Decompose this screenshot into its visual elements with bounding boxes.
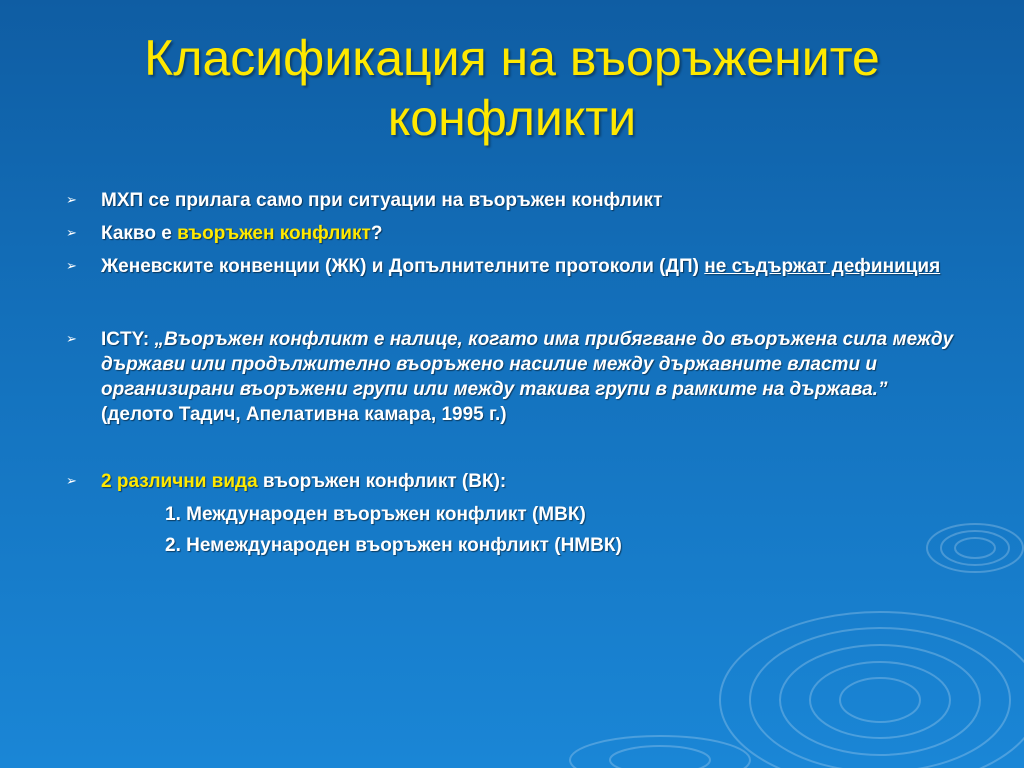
underlined-no-definition: не съдържат дефиниция (704, 256, 941, 277)
arrow-right-icon: ➢ (66, 332, 77, 347)
arrow-right-icon: ➢ (66, 474, 77, 489)
highlight-armed-conflict: въоръжен конфликт (177, 223, 371, 244)
highlight-two-types: 2 различни вида (101, 471, 258, 492)
bullet-1: ➢ МХП се прилага само при ситуации на въоръжен конфликт (66, 190, 663, 211)
arrow-right-icon: ➢ (66, 193, 77, 208)
title-line-2: конфликти (387, 90, 637, 146)
icty-quote: „Въоръжен конфликт е налице, когато има прибягване до въоръжена сила между държави или продължително въоръжено насилие между държавните власти и организирани въоръжени групи или между такива групи в рамките на държава.” (101, 329, 954, 400)
bullet-4-icty: ➢ ICTY: „Въоръжен конфликт е налице, когато има прибягване до въоръжена сила между държави или продължително въоръжено насилие между държавните власти и организирани въоръжени групи или между такива групи в рамките на държава.” (делото Тадич, Апелативна камара, 1995 г.) (66, 329, 954, 425)
arrow-right-icon: ➢ (66, 259, 77, 274)
subitem-international: 1. Международен въоръжен конфликт (МВК) (165, 504, 586, 525)
bullet-5: ➢ 2 различни вида въоръжен конфликт (ВК): (66, 471, 507, 492)
slide-content (64, 188, 964, 562)
bullet-3: ➢ Женевските конвенции (ЖК) и Допълнителните протоколи (ДП) не съдържат дефиниция (66, 256, 941, 277)
title-line-1: Класификация на въоръжените (144, 30, 880, 86)
bullet-2: ➢ Какво е въоръжен конфликт? (66, 223, 383, 244)
arrow-right-icon: ➢ (66, 226, 77, 241)
subitem-non-international: 2. Немеждународен въоръжен конфликт (НМВК) (165, 535, 622, 556)
slide-title (40, 28, 984, 148)
